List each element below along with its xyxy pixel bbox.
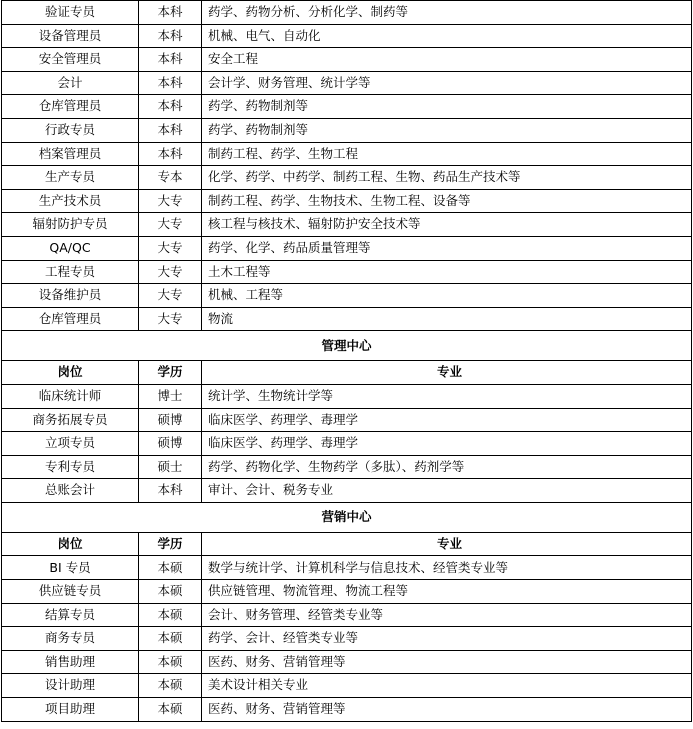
education-cell: 本科: [139, 142, 202, 166]
table-row: [2, 650, 692, 674]
position-cell: 验证专员: [2, 1, 139, 25]
education-cell: 本科: [139, 71, 202, 95]
management-header-row: [2, 361, 692, 385]
education-cell: 硕博: [139, 408, 202, 432]
table-row: [2, 580, 692, 604]
position-cell: 销售助理: [2, 650, 139, 674]
major-cell: 药学、药物制剂等: [202, 118, 692, 142]
major-cell: 统计学、生物统计学等: [202, 384, 692, 408]
major-cell: 供应链管理、物流管理、物流工程等: [202, 580, 692, 604]
table-body: [2, 1, 692, 722]
position-cell: 商务拓展专员: [2, 408, 139, 432]
position-cell: 安全管理员: [2, 48, 139, 72]
position-cell: 设备管理员: [2, 24, 139, 48]
education-cell: 本硕: [139, 627, 202, 651]
education-cell: 本硕: [139, 698, 202, 722]
education-cell: 学历: [139, 532, 202, 556]
table-row: [2, 24, 692, 48]
position-cell: 商务专员: [2, 627, 139, 651]
table-row: [2, 284, 692, 308]
education-cell: 本硕: [139, 580, 202, 604]
position-cell: 行政专员: [2, 118, 139, 142]
table-row: [2, 603, 692, 627]
major-cell: 临床医学、药理学、毒理学: [202, 408, 692, 432]
education-cell: 本硕: [139, 674, 202, 698]
marketing-section-title: 营销中心: [2, 502, 692, 532]
position-cell: 岗位: [2, 361, 139, 385]
major-cell: 核工程与核技术、辐射防护安全技术等: [202, 213, 692, 237]
major-cell: 专业: [202, 532, 692, 556]
major-cell: 机械、电气、自动化: [202, 24, 692, 48]
table-row: [2, 260, 692, 284]
table-row: [2, 236, 692, 260]
table-row: [2, 1, 692, 25]
table-row: [2, 166, 692, 190]
position-cell: 立项专员: [2, 432, 139, 456]
major-cell: 专业: [202, 361, 692, 385]
education-cell: 本硕: [139, 603, 202, 627]
position-cell: 仓库管理员: [2, 307, 139, 331]
position-cell: QA/QC: [2, 236, 139, 260]
management-section-title: 管理中心: [2, 331, 692, 361]
major-cell: 制药工程、药学、生物工程: [202, 142, 692, 166]
marketing-section-title-row: [2, 502, 692, 532]
position-cell: 设计助理: [2, 674, 139, 698]
table-row: [2, 698, 692, 722]
position-cell: 辐射防护专员: [2, 213, 139, 237]
major-cell: 药学、会计、经管类专业等: [202, 627, 692, 651]
major-cell: 药学、药物化学、生物药学（多肽）、药剂学等: [202, 455, 692, 479]
position-cell: 会计: [2, 71, 139, 95]
position-cell: 生产技术员: [2, 189, 139, 213]
education-cell: 本科: [139, 48, 202, 72]
education-cell: 本科: [139, 95, 202, 119]
education-cell: 大专: [139, 307, 202, 331]
position-cell: 工程专员: [2, 260, 139, 284]
education-cell: 硕博: [139, 432, 202, 456]
position-cell: 总账会计: [2, 479, 139, 503]
education-cell: 大专: [139, 236, 202, 260]
major-cell: 数学与统计学、计算机科学与信息技术、经管类专业等: [202, 556, 692, 580]
table-row: [2, 142, 692, 166]
position-cell: 仓库管理员: [2, 95, 139, 119]
major-cell: 物流: [202, 307, 692, 331]
table-row: [2, 213, 692, 237]
position-cell: 岗位: [2, 532, 139, 556]
education-cell: 博士: [139, 384, 202, 408]
table-row: [2, 307, 692, 331]
major-cell: 土木工程等: [202, 260, 692, 284]
education-cell: 大专: [139, 260, 202, 284]
major-cell: 化学、药学、中药学、制药工程、生物、药品生产技术等: [202, 166, 692, 190]
table-row: [2, 556, 692, 580]
table-row: [2, 432, 692, 456]
table-row: [2, 118, 692, 142]
table-row: [2, 189, 692, 213]
education-cell: 大专: [139, 213, 202, 237]
major-cell: 会计学、财务管理、统计学等: [202, 71, 692, 95]
education-cell: 本科: [139, 24, 202, 48]
major-cell: 药学、药物制剂等: [202, 95, 692, 119]
education-cell: 本硕: [139, 650, 202, 674]
major-cell: 机械、工程等: [202, 284, 692, 308]
major-cell: 药学、化学、药品质量管理等: [202, 236, 692, 260]
major-cell: 审计、会计、税务专业: [202, 479, 692, 503]
table-row: [2, 455, 692, 479]
major-cell: 会计、财务管理、经管类专业等: [202, 603, 692, 627]
table-row: [2, 95, 692, 119]
table-row: [2, 48, 692, 72]
major-cell: 安全工程: [202, 48, 692, 72]
education-cell: 本科: [139, 1, 202, 25]
recruitment-table: [1, 0, 692, 722]
position-cell: 设备维护员: [2, 284, 139, 308]
position-cell: 结算专员: [2, 603, 139, 627]
position-cell: 专利专员: [2, 455, 139, 479]
position-cell: 项目助理: [2, 698, 139, 722]
position-cell: 临床统计师: [2, 384, 139, 408]
education-cell: 大专: [139, 189, 202, 213]
management-section-title-row: [2, 331, 692, 361]
education-cell: 专本: [139, 166, 202, 190]
education-cell: 本科: [139, 118, 202, 142]
major-cell: 药学、药物分析、分析化学、制药等: [202, 1, 692, 25]
position-cell: 供应链专员: [2, 580, 139, 604]
major-cell: 医药、财务、营销管理等: [202, 650, 692, 674]
table-row: [2, 71, 692, 95]
table-row: [2, 384, 692, 408]
education-cell: 学历: [139, 361, 202, 385]
education-cell: 大专: [139, 284, 202, 308]
position-cell: BI 专员: [2, 556, 139, 580]
education-cell: 本科: [139, 479, 202, 503]
major-cell: 美术设计相关专业: [202, 674, 692, 698]
major-cell: 临床医学、药理学、毒理学: [202, 432, 692, 456]
marketing-header-row: [2, 532, 692, 556]
major-cell: 制药工程、药学、生物技术、生物工程、设备等: [202, 189, 692, 213]
table-row: [2, 627, 692, 651]
table-row: [2, 674, 692, 698]
position-cell: 档案管理员: [2, 142, 139, 166]
position-cell: 生产专员: [2, 166, 139, 190]
major-cell: 医药、财务、营销管理等: [202, 698, 692, 722]
education-cell: 本硕: [139, 556, 202, 580]
education-cell: 硕士: [139, 455, 202, 479]
table-row: [2, 479, 692, 503]
table-row: [2, 408, 692, 432]
